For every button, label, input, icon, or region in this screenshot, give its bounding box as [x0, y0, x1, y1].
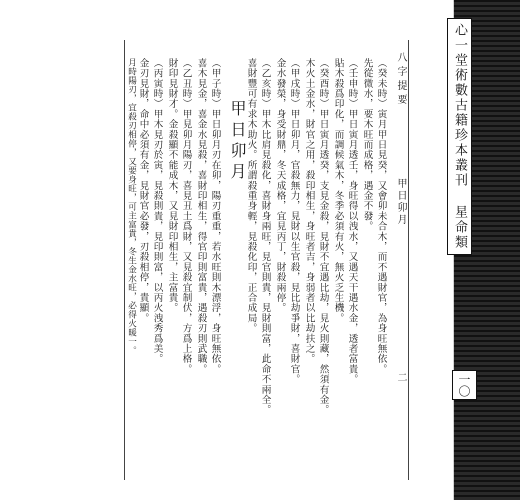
text-column: 財印見財才。金殺顯不能成木，又見財印相生，主富貴。 — [166, 58, 178, 313]
folio-number: 二 — [395, 372, 406, 386]
page-number: 一〇 — [452, 370, 477, 400]
text-column: （甲子時）甲日卯月刃在卯，陽刃重重，若水旺則木漂浮，身旺無依。 — [209, 58, 221, 375]
text-column: 喜木見金，喜金水見殺，喜財印相生，得官印則富貴，遇殺刃則武職。 — [195, 58, 207, 375]
series-label: 心一堂術數古籍珍本叢刊 星命類 — [447, 18, 472, 255]
text-column: 先從微水，要木旺而成格，遇金不發。 — [361, 58, 373, 232]
text-column: （乙丑時）甲見卯月陽刃，喜見丑土爲財，又見殺宜制伏，方爲上格。 — [180, 58, 192, 375]
text-column: （甲戌時）甲日卯月，官殺無力，見財以生官殺，見比劫爭財，喜財官。 — [288, 58, 300, 385]
chapter-title: 甲日卯月 — [228, 100, 247, 184]
book-section-header: 八字提要 — [395, 52, 406, 108]
text-column: 貼木殺爲印化，而調候氣木，冬季必須有火，無火乏生機。 — [332, 58, 344, 324]
text-column: （丙寅時）甲木見刃於寅，見殺則貴，見印則富，以丙火洩秀爲美。 — [151, 58, 163, 364]
text-column: （癸未時）寅月甲日見癸，又會卯未合木，而不遇財官，為身旺無依。 — [375, 58, 387, 375]
text-column: （乙亥時）甲木比肩見殺化，喜財身兩旺，見官則貴，見財則富，此命不兩全。 — [259, 58, 271, 415]
text-column: 月時陽刃，宜殺刃相停，又要身旺，可主富貴，冬生金水旺，必得火暖一。 — [126, 58, 137, 355]
running-title: 甲日卯月 — [395, 178, 406, 226]
text-column: 金水發榮，身受財鼎，冬天成格，宜見丙丁，財殺兩停。 — [274, 58, 286, 313]
text-column: （壬申時）甲日寅月透壬，身旺得以洩水，又遇天干遇水金，透者富貴。 — [346, 58, 358, 385]
text-column: 金刃見財，命中必須有金，見財官必發，刃殺相停，貴顯。 — [137, 58, 149, 324]
text-column: （癸酉時）甲日寅月透癸，支見金殺，見財不宜遇比劫，見火則藏，然須有金。 — [317, 58, 329, 415]
text-column: 喜財豐可有求木助火。所謂殺重身輕，見殺化印，正合成局。 — [245, 58, 257, 334]
text-column: 木火土金水，財官之用，殺印相生，身旺者吉，身弱者以比劫扶之。 — [303, 58, 315, 364]
